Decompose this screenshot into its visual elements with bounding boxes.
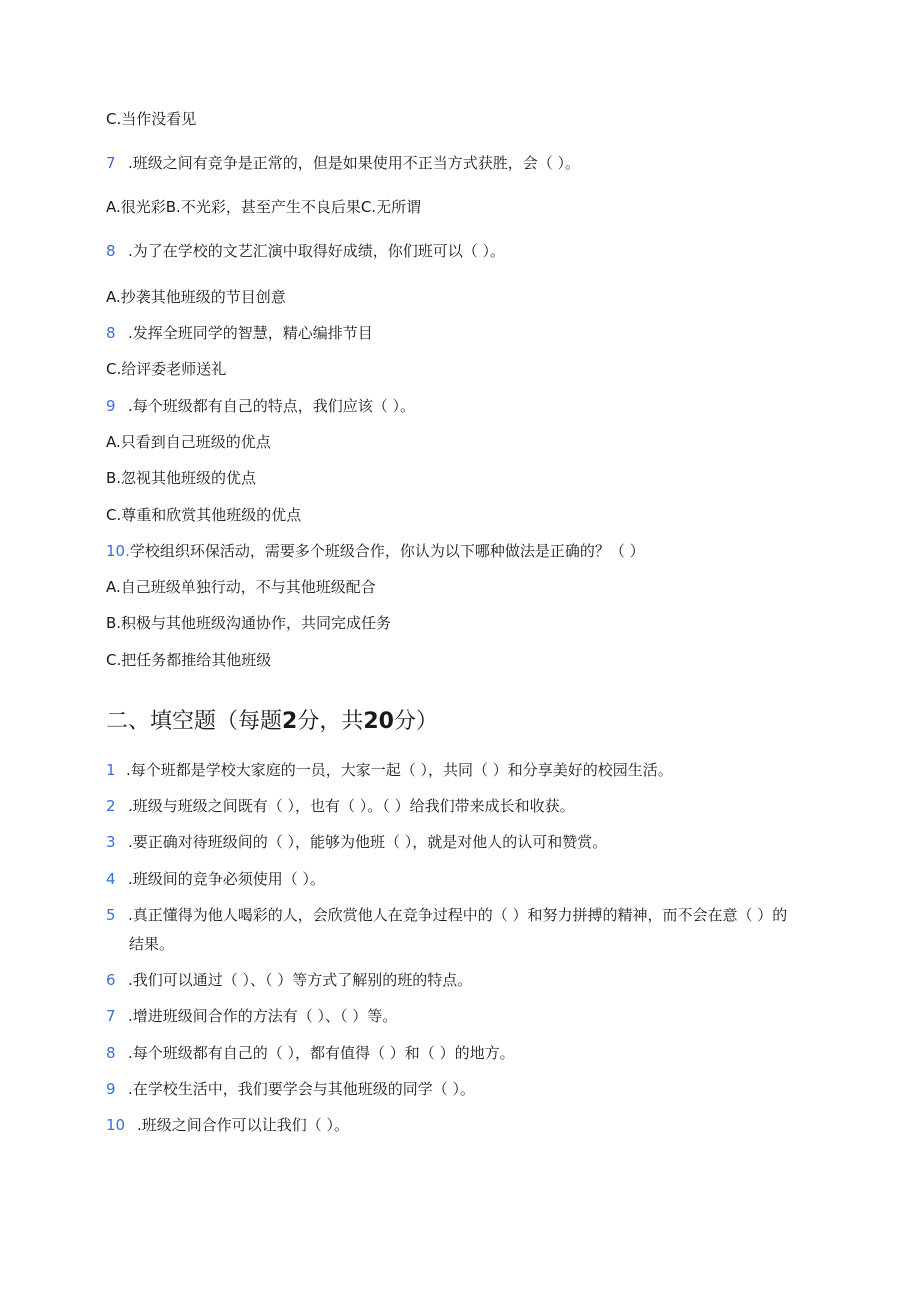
blank-question-8	[106, 1043, 515, 1063]
question-number: 2	[106, 797, 116, 815]
option-text: C.给评委老师送礼	[106, 360, 227, 378]
question-text: .班级之间合作可以让我们（ ）。	[137, 1116, 350, 1134]
question-number: 5	[106, 906, 116, 924]
blank-question-9	[106, 1079, 475, 1099]
question-10	[106, 541, 645, 561]
heading-text: 二、填空题（每题	[106, 709, 283, 734]
option-c-line	[106, 359, 226, 379]
question-number: 4	[106, 870, 116, 888]
blank-question-6	[106, 970, 472, 990]
question-text: .真正懂得为他人喝彩的人，会欣赏他人在竞争过程中的（ ）和努力拼搏的精神，而不会在意（ ）的	[128, 906, 788, 924]
question-number: 9	[106, 1080, 116, 1098]
question-number: 1	[106, 761, 116, 779]
question-text: .为了在学校的文艺汇演中取得好成绩，你们班可以（ ）。	[128, 242, 506, 260]
question-9	[106, 396, 415, 416]
option-b-line	[106, 323, 373, 343]
option-text: A.自己班级单独行动，不与其他班级配合	[106, 578, 376, 596]
option-text: B.积极与其他班级沟通协作，共同完成任务	[106, 614, 392, 632]
option-a-line	[106, 287, 286, 307]
question-text: .我们可以通过（ ）、（ ）等方式了解别的班的特点。	[128, 971, 473, 989]
option-text: C.当作没看见	[106, 110, 197, 128]
options-line	[106, 197, 421, 217]
question-continuation: 结果。	[129, 935, 175, 953]
option-text: .发挥全班同学的智慧，精心编排节目	[128, 324, 373, 342]
question-text: .每个班级都有自己的特点，我们应该（ ）。	[128, 397, 416, 415]
option-c-line	[106, 505, 301, 525]
blank-question-7	[106, 1006, 397, 1026]
heading-total: 20	[363, 709, 394, 734]
question-number: 10	[106, 1116, 126, 1134]
option-c-line	[106, 109, 196, 129]
option-b-line	[106, 613, 391, 633]
question-number: 10.	[106, 542, 130, 560]
question-text: .每个班都是学校大家庭的一员，大家一起（ ），共同（ ）和分享美好的校园生活。	[126, 761, 673, 779]
blank-question-10	[106, 1115, 349, 1135]
option-text: A.只看到自己班级的优点	[106, 433, 271, 451]
question-number: 6	[106, 971, 116, 989]
question-text: .在学校生活中，我们要学会与其他班级的同学（ ）。	[128, 1080, 476, 1098]
question-number: 8	[106, 1044, 116, 1062]
question-number: 8	[106, 324, 116, 342]
heading-text: 分）	[393, 709, 438, 734]
heading-points: 2	[282, 709, 298, 734]
blank-question-4	[106, 869, 325, 889]
option-text: B.忽视其他班级的优点	[106, 469, 257, 487]
blank-question-5	[106, 905, 787, 925]
section-heading	[106, 707, 438, 737]
option-b-line	[106, 468, 256, 488]
blank-question-2	[106, 796, 575, 816]
question-number: 9	[106, 397, 116, 415]
blank-question-1	[106, 760, 673, 780]
question-7	[106, 153, 580, 173]
option-a-line	[106, 577, 376, 597]
question-number: 8	[106, 242, 116, 260]
option-c-line	[106, 650, 271, 670]
option-text: C.把任务都推给其他班级	[106, 651, 272, 669]
option-text: A.很光彩B.不光彩，甚至产生不良后果C.无所谓	[106, 198, 422, 216]
question-text: .每个班级都有自己的（ ），都有值得（ ）和（ ）的地方。	[128, 1044, 515, 1062]
question-8	[106, 241, 505, 261]
question-text: 学校组织环保活动，需要多个班级合作，你认为以下哪种做法是正确的？（ ）	[129, 542, 645, 560]
option-a-line	[106, 432, 271, 452]
blank-question-3	[106, 832, 607, 852]
question-text: .要正确对待班级间的（ ），能够为他班（ ），就是对他人的认可和赞赏。	[128, 833, 608, 851]
question-text: .班级间的竞争必须使用（ ）。	[128, 870, 326, 888]
option-text: A.抄袭其他班级的节目创意	[106, 288, 286, 306]
question-text: .班级与班级之间既有（ ），也有（ ）。（ ）给我们带来成长和收获。	[128, 797, 575, 815]
heading-text: 分，共	[297, 709, 364, 734]
question-number: 3	[106, 833, 116, 851]
question-number: 7	[106, 154, 116, 172]
option-text: C.尊重和欣赏其他班级的优点	[106, 506, 302, 524]
question-number: 7	[106, 1007, 116, 1025]
question-text: .班级之间有竞争是正常的，但是如果使用不正当方式获胜，会（ ）。	[128, 154, 581, 172]
question-text: .增进班级间合作的方法有（ ）、（ ）等。	[128, 1007, 398, 1025]
